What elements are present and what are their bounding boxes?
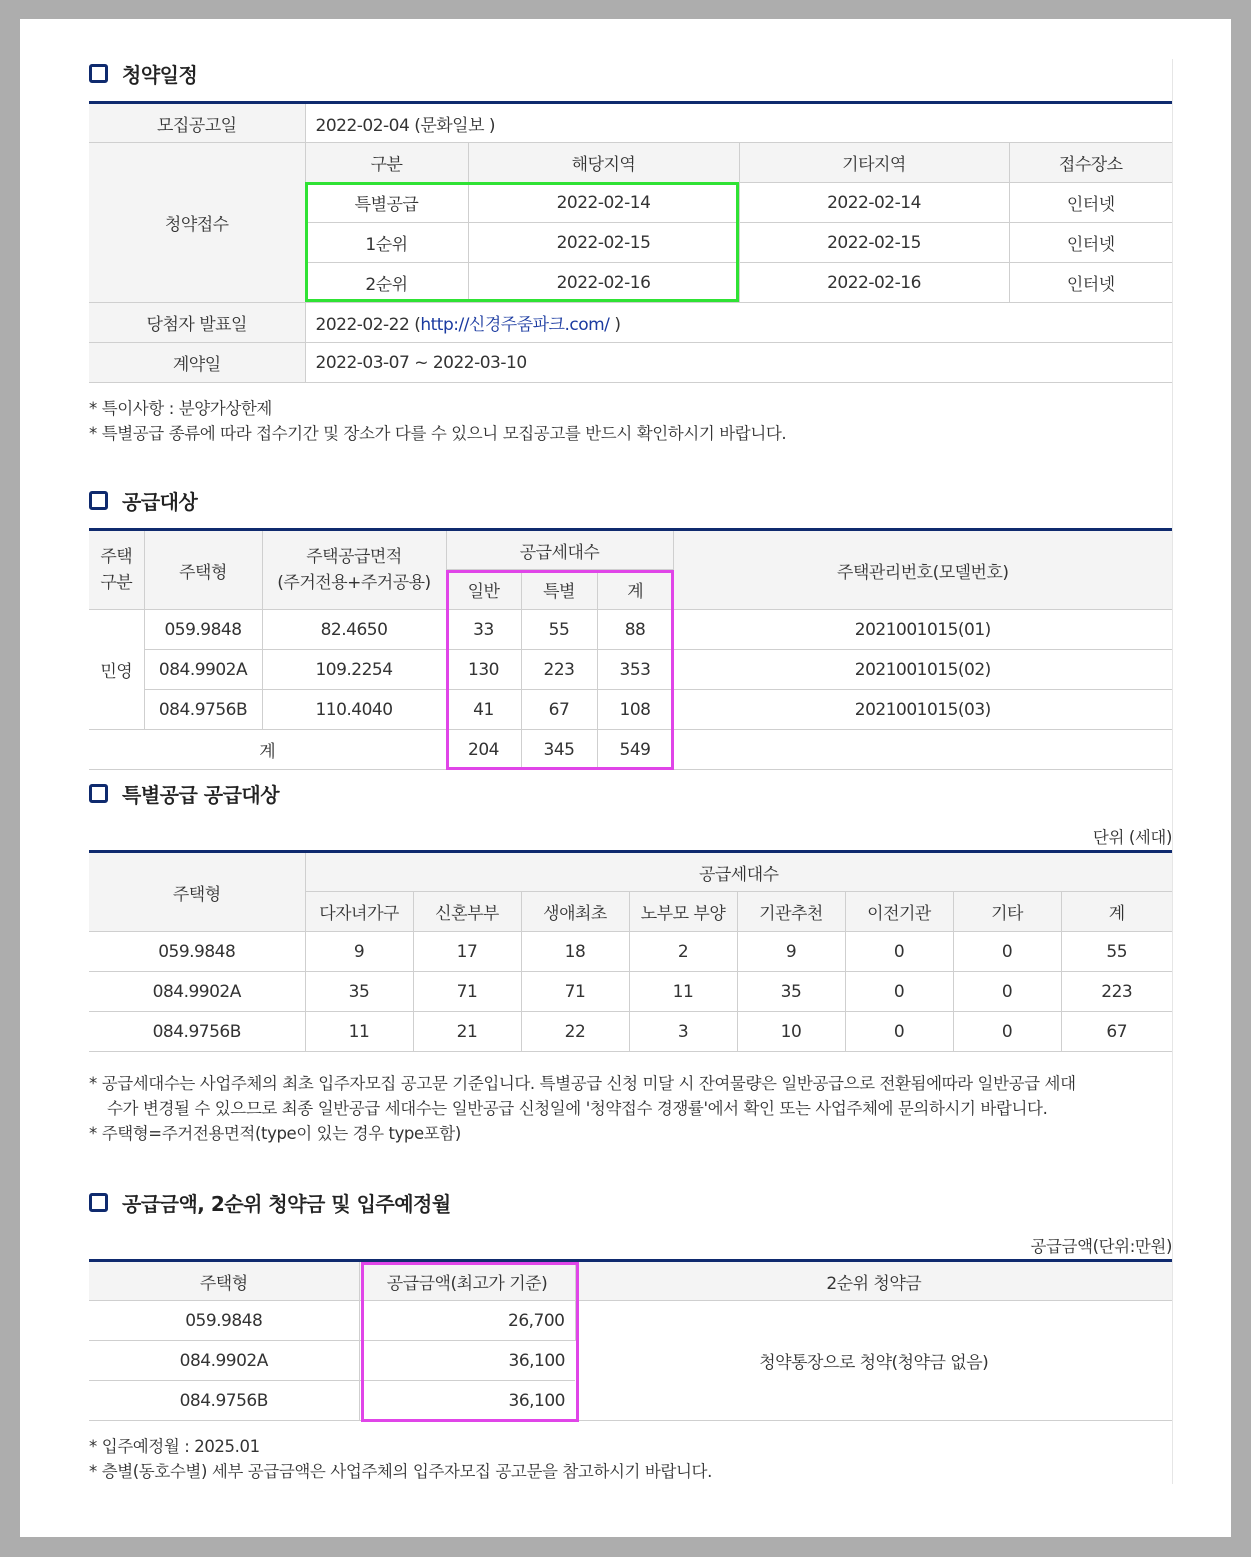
unit-label: 단위 (세대) xyxy=(1092,828,1172,847)
group-cell: 민영 xyxy=(89,610,144,730)
table-row: 084.9902A 109.2254 130 223 353 2021001015(02) xyxy=(89,650,1172,690)
table-row: 특별공급 2022-02-14 2022-02-14 인터넷 xyxy=(89,183,1172,223)
winner-value: 2022-02-22 (http://신경주줌파크.com/ ) xyxy=(305,303,1172,343)
winner-label: 당첨자 발표일 xyxy=(89,303,305,343)
units-header: 공급세대수 xyxy=(305,852,1172,892)
section-title: 특별공급 공급대상 xyxy=(122,782,280,807)
col-header: 구분 xyxy=(305,143,468,183)
page xyxy=(20,19,1231,1537)
price-notes: * 입주예정월 : 2025.01 * 층별(동호수별) 세부 공급금액은 사업주체의 입주자모집 공고문을 참고하시기 바랍니다. xyxy=(89,1437,712,1481)
section-title: 청약일정 xyxy=(122,62,198,87)
contract-label: 계약일 xyxy=(89,343,305,383)
square-bullet-icon xyxy=(89,784,108,803)
deposit-cell: 청약통장으로 청약(청약금 없음) xyxy=(575,1301,1172,1421)
housing-type-header: 주택 구분 xyxy=(89,530,144,610)
model-header: 주택형 xyxy=(89,852,305,932)
unit-label: 공급금액(단위:만원) xyxy=(1030,1237,1172,1256)
square-bullet-icon xyxy=(89,491,108,510)
units-header: 공급세대수 xyxy=(446,530,673,570)
section-title: 공급금액, 2순위 청약금 및 입주예정월 xyxy=(122,1191,451,1216)
section-supply-heading xyxy=(89,485,197,515)
area-header: 주택공급면적 (주거전용+주거공용) xyxy=(262,530,446,610)
col-header: 해당지역 xyxy=(468,143,739,183)
table-row: 1순위 2022-02-15 2022-02-15 인터넷 xyxy=(89,223,1172,263)
sum-row: 계 204 345 549 xyxy=(89,730,1172,770)
table-row: 059.9848 9 17 18 2 9 0 0 55 xyxy=(89,932,1172,972)
schedule-table xyxy=(89,101,1172,383)
contract-value: 2022-03-07 ~ 2022-03-10 xyxy=(305,343,1172,383)
section-price-heading xyxy=(89,1187,451,1217)
table-row: 084.9756B 11 21 22 3 10 0 0 67 xyxy=(89,1012,1172,1052)
schedule-notes: * 특이사항 : 분양가상한제 * 특별공급 종류에 따라 접수기간 및 장소가 다를 수 있으니 모집공고를 반드시 확인하시기 바랍니다. xyxy=(89,399,787,443)
col-header: 접수장소 xyxy=(1009,143,1172,183)
section-schedule-heading xyxy=(89,58,197,88)
winner-site-link[interactable]: http://신경주줌파크.com/ xyxy=(420,315,610,335)
mgmt-header: 주택관리번호(모델번호) xyxy=(673,530,1172,610)
table-row: 2순위 2022-02-16 2022-02-16 인터넷 xyxy=(89,263,1172,303)
special-notes: * 공급세대수는 사업주체의 최초 입주자모집 공고문 기준입니다. 특별공급 신청 미달 시 잔여물량은 일반공급으로 전환됨에따라 일반공급 세대 수가 변경될 수 있으므로 최종 일반공급 세대수는 일반공급 신청일에 '청약접수 경쟁률'에서 확인 또는 사업주체에 문의하시기 바랍니다. * 주택형=주거전용면적(type이 있는 경우 type포함) xyxy=(89,1074,1076,1143)
price-table: 주택형 공급금액(최고가 기준) 2순위 청약금 059.9848 26,700 청약통장으로 청약(청약금 없음) 084.9902A 36,100 084.9756B 36,100 xyxy=(89,1259,1172,1421)
supply-table: 주택 구분 주택형 주택공급면적 (주거전용+주거공용) 공급세대수 주택관리번호(모델번호) 일반 특별 계 민영 059.9848 82.4650 33 55 88 2021001015(01) 084.9902A 109.2254 130 223 353 2021001015(02) 084.9756B 110.4040 41 67 108 2021001015(03) 계 204 345 549 xyxy=(89,528,1172,770)
section-title: 공급대상 xyxy=(122,489,198,514)
section-special-heading xyxy=(89,778,279,808)
announce-value: 2022-02-04 (문화일보 ) xyxy=(305,103,1172,143)
model-header: 주택형 xyxy=(144,530,262,610)
table-row: 084.9902A 35 71 71 11 35 0 0 223 xyxy=(89,972,1172,1012)
table-row: 084.9756B 110.4040 41 67 108 2021001015(03) xyxy=(89,690,1172,730)
table-row: 민영 059.9848 82.4650 33 55 88 2021001015(01) xyxy=(89,610,1172,650)
table-row: 059.9848 26,700 청약통장으로 청약(청약금 없음) xyxy=(89,1301,1172,1341)
announce-label: 모집공고일 xyxy=(89,103,305,143)
square-bullet-icon xyxy=(89,64,108,83)
table-row: 084.9902A 36,100 xyxy=(89,1341,1172,1381)
square-bullet-icon xyxy=(89,1193,108,1212)
receipt-label: 청약접수 xyxy=(89,143,305,303)
table-row: 084.9756B 36,100 xyxy=(89,1381,1172,1421)
col-header: 기타지역 xyxy=(739,143,1009,183)
special-table: 주택형 공급세대수 다자녀가구 신혼부부 생애최초 노부모 부양 기관추천 이전기관 기타 계 059.9848 9 17 18 2 9 0 0 55 084.9902A 35 71 71 11 35 0 0 223 084.9756B 11 21 22 3 10 0 0 67 xyxy=(89,850,1172,1052)
